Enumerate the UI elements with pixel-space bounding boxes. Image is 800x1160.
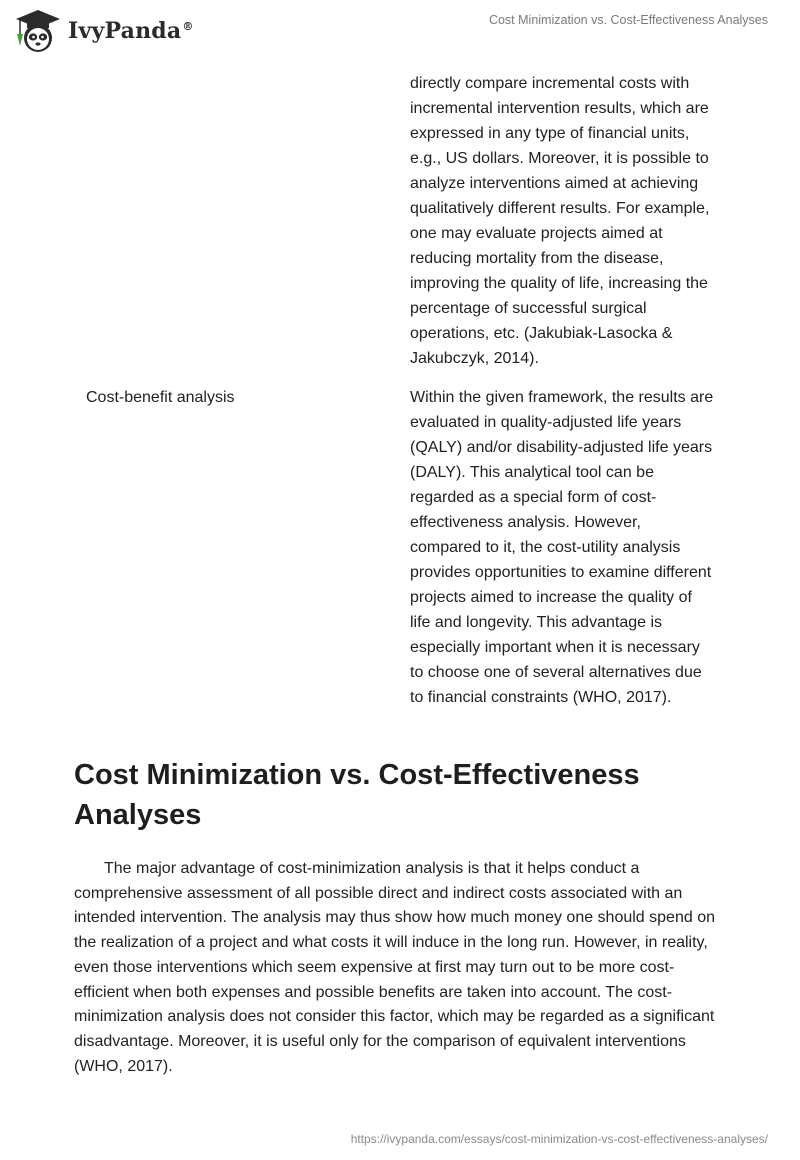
table-row xyxy=(86,385,726,710)
table-row xyxy=(86,71,726,371)
body-paragraph: The major advantage of cost-minimization analysis is that it helps conduct a comprehensive assessment of all possible direct and indirect costs associated with an intended intervention. The analysis may thus show how much money one should spend on the realization of a project and what costs it will induce in the long run. However, in reality, even those interventions which seem expensive at first may turn out to be more cost-efficient when both expenses and possible benefits are taken into account. The cost-minimization analysis does not consider this factor, which may be regarded as a significant disadvantage. Moreover, it is useful only for the comparison of equivalent interventions (WHO, 2017). xyxy=(74,860,715,1075)
footer-source-url[interactable]: https://ivypanda.com/essays/cost-minimization-vs-cost-effectiveness-analyses/ xyxy=(350,1132,768,1146)
logo-wordmark: IvyPanda® xyxy=(68,18,194,44)
ivypanda-logo[interactable] xyxy=(14,8,194,54)
table-cell-description: Within the given framework, the results are evaluated in quality-adjusted life years (QALY) and/or disability-adjusted life years (DALY). This analytical tool can be regarded as a special form of cost-effectiveness analysis. However, compared to it, the cost-utility analysis provides opportunities to examine different projects aimed to increase the quality of life and longevity. This advantage is especially important when it is necessary to choose one of several alternatives due to financial constraints (WHO, 2017). xyxy=(410,389,714,706)
comparison-table xyxy=(86,71,726,724)
table-cell-description: directly compare incremental costs with incremental intervention results, which are expressed in any type of financial units, e.g., US dollars. Moreover, it is possible to analyze interventions aimed at achieving qualitatively different results. For example, one may evaluate projects aimed at reducing mortality from the disease, improving the quality of life, increasing the percentage of successful surgical operations, etc. (Jakubiak-Lasocka & Jakubczyk, 2014). xyxy=(410,75,710,367)
panda-mascot-icon xyxy=(14,8,62,54)
section-heading: Cost Minimization vs. Cost-Effectiveness Analyses xyxy=(74,759,640,831)
table-cell-method xyxy=(86,71,410,371)
header-document-title: Cost Minimization vs. Cost-Effectiveness Analyses xyxy=(488,13,768,27)
page-header xyxy=(0,0,800,64)
table-cell-method: Cost-benefit analysis xyxy=(86,389,235,406)
